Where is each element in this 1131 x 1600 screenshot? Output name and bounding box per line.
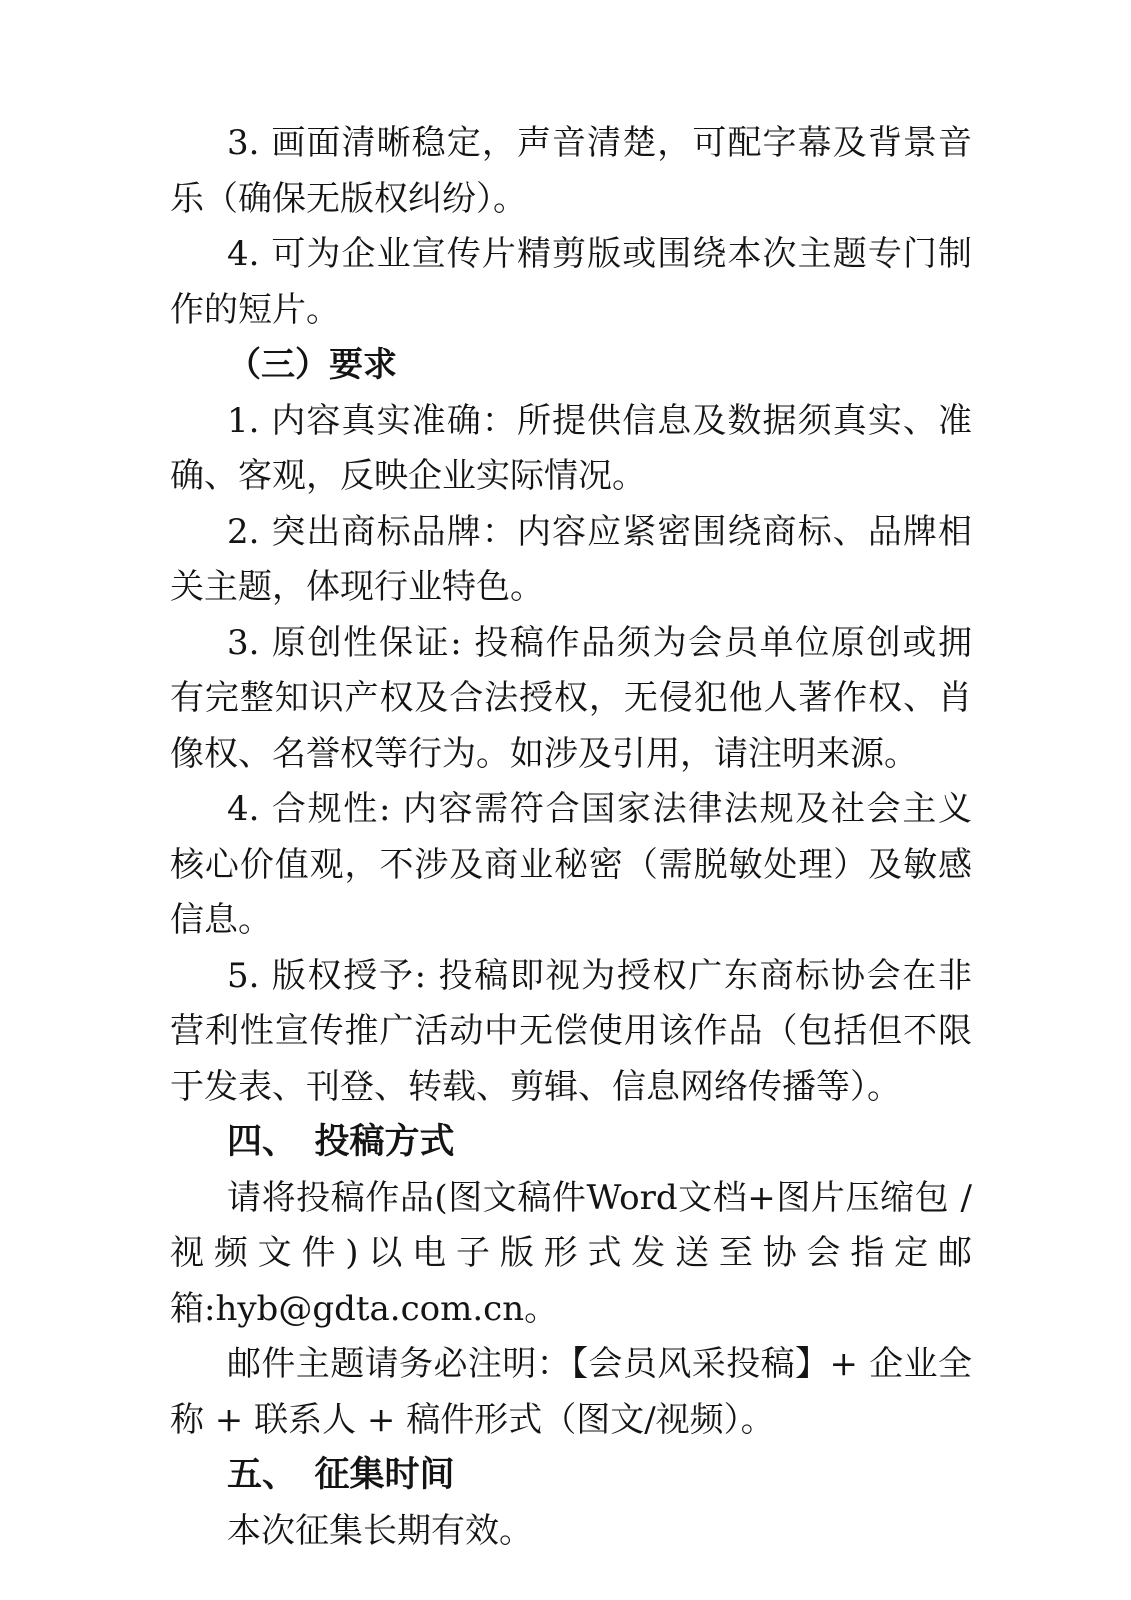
section-heading-requirements: （三）要求 xyxy=(227,345,397,385)
submission-email-instruction: 请将投稿作品(图文稿件Word文档+图片压缩包 / 视频文件)以电子版形式发送至协会指定邮箱:hyb@gdta.com.cn。 xyxy=(170,1177,972,1329)
requirement-1: 1. 内容真实准确：所提供信息及数据须真实、准确、客观，反映企业实际情况。 xyxy=(170,400,972,496)
section-heading-collection-period: 五、 征集时间 xyxy=(227,1455,455,1495)
clause-video-3: 3. 画面清晰稳定，声音清楚，可配字幕及背景音乐（确保无版权纠纷）。 xyxy=(170,123,972,219)
requirement-5: 5. 版权授予: 投稿即视为授权广东商标协会在非营利性宣传推广活动中无偿使用该作品（包括但不限于发表、刊登、转载、剪辑、信息网络传播等）。 xyxy=(170,955,972,1107)
document-body xyxy=(170,116,972,1559)
email-subject-instruction: 邮件主题请务必注明：【会员风采投稿】+ 企业全称 + 联系人 + 稿件形式（图文/视频）。 xyxy=(170,1344,972,1440)
requirement-4: 4. 合规性: 内容需符合国家法律法规及社会主义核心价值观，不涉及商业秘密（需脱敏处理）及敏感信息。 xyxy=(170,789,972,940)
clause-video-4: 4. 可为企业宣传片精剪版或围绕本次主题专门制作的短片。 xyxy=(170,234,972,330)
requirement-2: 2. 突出商标品牌：内容应紧密围绕商标、品牌相关主题，体现行业特色。 xyxy=(170,511,972,607)
requirement-3: 3. 原创性保证: 投稿作品须为会员单位原创或拥有完整知识产权及合法授权，无侵犯他人著作权、肖像权、名誉权等行为。如涉及引用，请注明来源。 xyxy=(170,622,972,774)
section-heading-submission-method: 四、 投稿方式 xyxy=(227,1122,455,1162)
collection-period-text: 本次征集长期有效。 xyxy=(227,1510,533,1551)
